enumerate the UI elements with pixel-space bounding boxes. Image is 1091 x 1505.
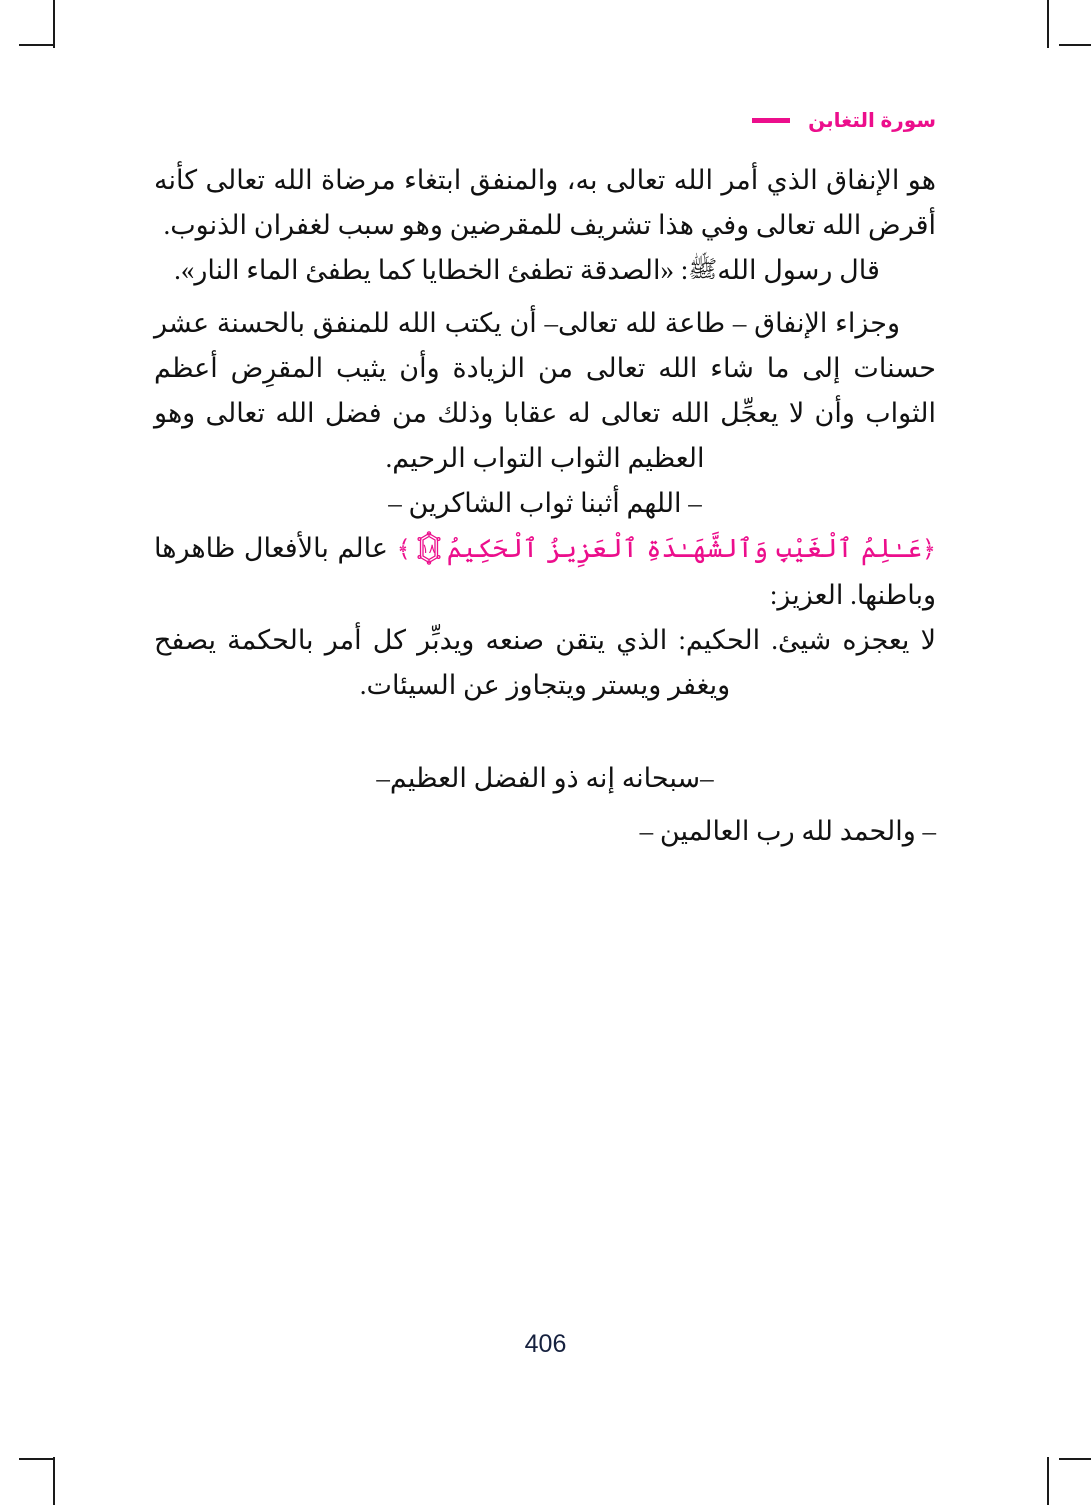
- spacer: [154, 801, 936, 809]
- crop-mark-bottom-left-horizontal: [19, 1458, 53, 1460]
- paragraph-reward: وجزاء الإنفاق – طاعة لله تعالى– أن يكتب الله للمنفق بالحسنة عشر حسنات إلى ما شاء الله تعالى من الزيادة وأن يثيب المقرِض أعظم الثواب وأن لا يعجِّل الله تعالى له عقابا وذلك من فضل الله تعالى وهو العظيم الثواب التواب الرحيم.: [154, 308, 936, 473]
- hadith-line: [154, 248, 936, 293]
- crop-mark-top-left-horizontal: [19, 44, 53, 46]
- ayah-words: عَـٰلِمُ ٱلْغَيْبِ وَٱلشَّهَـٰدَةِ ٱلْعَزِيزُ ٱلْحَكِيمُ: [446, 534, 922, 563]
- crop-mark-bottom-left-vertical: [53, 1457, 55, 1505]
- paragraph-infaq: هو الإنفاق الذي أمر الله تعالى به، والمنفق ابتغاء مرضاة الله تعالى كأنه أقرض الله تعالى وفي هذا تشريف للمقرضين وهو سبب لغفران الذنوب.: [154, 165, 936, 240]
- crop-mark-top-left-vertical: [53, 0, 55, 48]
- ayah-open-bracket: ﴿: [921, 537, 937, 563]
- hadith-quote: : «الصدقة تطفئ الخطايا كما يطفئ الماء النار».: [174, 255, 689, 285]
- closing-subhanahu: –سبحانه إنه ذو الفضل العظيم–: [376, 763, 714, 793]
- ayah-text: [397, 534, 936, 563]
- closing-hamdulillah: – والحمد لله رب العالمين –: [639, 816, 936, 846]
- page-number: 406: [524, 1330, 567, 1358]
- header-rule-icon: [752, 118, 790, 123]
- spacer: [154, 708, 936, 756]
- running-header: [752, 108, 936, 133]
- ayah-number-rosette-icon: [412, 531, 446, 565]
- hadith-intro: قال رسول الله: [717, 255, 880, 285]
- crop-mark-top-right-vertical: [1047, 0, 1049, 48]
- tafsir-paragraph: لا يعجزه شيئ. الحكيم: الذي يتقن صنعه ويدبِّر كل أمر بالحكمة يصفح ويغفر ويستر ويتجاوز عن السيئات.: [154, 625, 936, 700]
- ayah-close-bracket: ﴾: [396, 537, 411, 563]
- body-text-block: [154, 158, 936, 854]
- salawat-glyph: ﷺ: [688, 257, 718, 283]
- ayah-and-tafsir-line: [154, 526, 936, 618]
- crop-mark-top-right-horizontal: [1059, 44, 1091, 46]
- crop-mark-bottom-right-vertical: [1047, 1457, 1049, 1505]
- tafsir-fragment: عالم بالأفعال ظاهرها وباطنها. العزيز:: [154, 533, 936, 610]
- surah-title: سورة التغابن: [808, 110, 936, 132]
- spacer: [154, 293, 936, 301]
- dua-shakirin: – اللهم أثبنا ثواب الشاكرين –: [388, 488, 702, 518]
- crop-mark-bottom-right-horizontal: [1059, 1458, 1091, 1460]
- ayah-number: ١٨: [421, 540, 436, 556]
